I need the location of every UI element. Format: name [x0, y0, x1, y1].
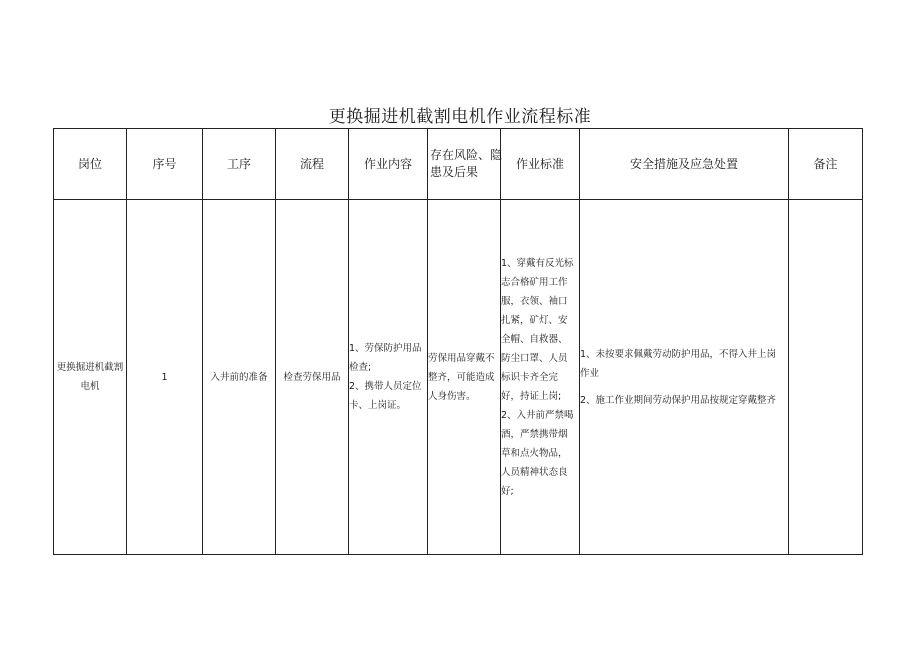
- measures-line: 1、未按要求佩戴劳动防护用品，不得入井上岗: [580, 348, 777, 360]
- risk-line: 劳保用品穿戴不: [428, 352, 495, 364]
- header-risk-line2: 患及后果: [430, 165, 479, 179]
- standard-line: 扎紧，矿灯、安: [501, 314, 568, 326]
- standard-line: 标识卡齐全完: [501, 371, 559, 383]
- header-process: 工序: [203, 129, 276, 200]
- content-line: 卡、上岗证。: [349, 400, 407, 411]
- cell-standard: [501, 200, 580, 555]
- header-remarks: 备注: [789, 129, 863, 200]
- cell-process: 入井前的准备: [203, 200, 276, 555]
- standard-line: 好;: [501, 485, 514, 497]
- standard-line: 1、穿戴有反光标: [501, 257, 574, 269]
- table-header-row: [54, 129, 863, 200]
- content-line: 检查;: [349, 362, 372, 373]
- standard-line: 全帽、自救器、: [501, 333, 568, 345]
- cell-seq: 1: [127, 200, 203, 555]
- header-risk-line1: 存在风险、隐: [430, 148, 503, 162]
- header-measures: 安全措施及应急处置: [580, 129, 789, 200]
- measures-line: 2、施工作业期间劳动保护用品按规定穿戴整齐: [580, 394, 777, 406]
- content-line: 1、劳保防护用品: [349, 343, 422, 354]
- post-line1: 更换掘进机截割: [56, 362, 124, 373]
- standard-line: 好，持证上岗;: [501, 390, 562, 402]
- cell-flow: 检查劳保用品: [276, 200, 349, 555]
- header-post: 岗位: [54, 129, 127, 200]
- risk-line: 整齐，可能造成: [428, 371, 495, 383]
- content-line: 2、携带人员定位: [349, 381, 422, 392]
- header-seq: 序号: [127, 129, 203, 200]
- cell-post: [54, 200, 127, 555]
- header-content: 作业内容: [349, 129, 428, 200]
- standard-line: 2、入井前严禁喝: [501, 409, 574, 421]
- risk-line: 人身伤害。: [428, 390, 476, 402]
- standard-line: 服，衣领、袖口: [501, 295, 568, 307]
- standard-line: 防尘口罩、人员: [501, 352, 568, 364]
- header-risk: [428, 129, 501, 200]
- document-title: 更换掘进机截割电机作业流程标准: [328, 107, 592, 127]
- table-row: [54, 200, 863, 555]
- cell-content: [349, 200, 428, 555]
- cell-measures: [580, 200, 789, 555]
- measures-line: 作业: [580, 367, 600, 379]
- header-flow: 流程: [276, 129, 349, 200]
- header-standard: 作业标准: [501, 129, 580, 200]
- cell-risk: [428, 200, 501, 555]
- post-line2: 电机: [80, 381, 100, 392]
- standard-line: 酒，严禁携带烟: [501, 428, 568, 440]
- cell-remarks: [789, 200, 863, 555]
- standard-line: 草和点火物品，: [501, 447, 568, 459]
- work-flow-table: [53, 128, 863, 555]
- standard-line: 人员精神状态良: [501, 466, 568, 478]
- standard-line: 志合格矿用工作: [501, 276, 568, 288]
